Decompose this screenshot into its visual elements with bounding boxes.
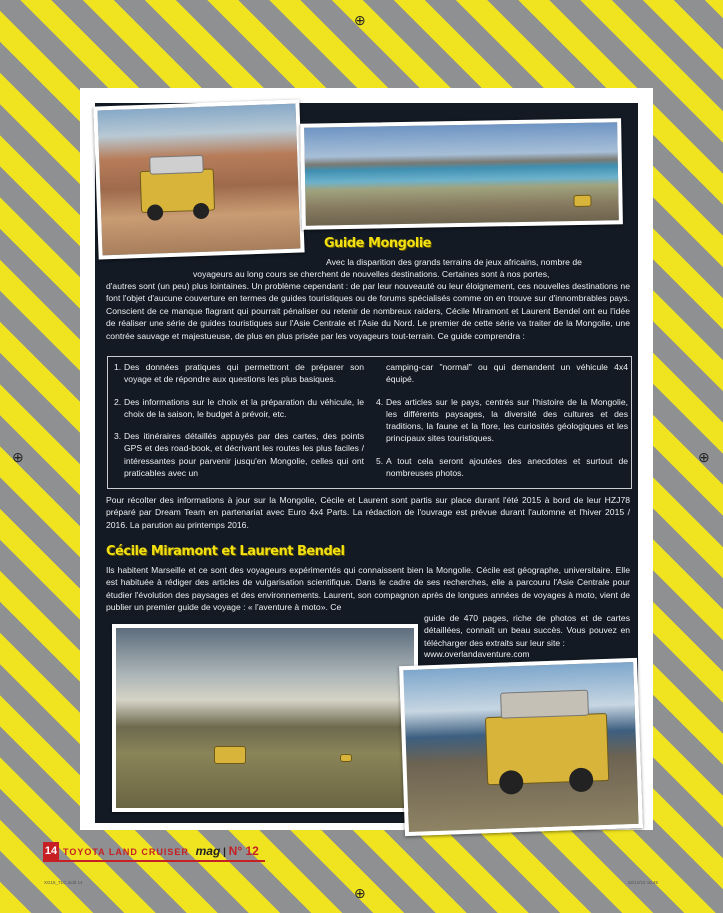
section-title-guide: Guide Mongolie [324,236,432,251]
truck-shape [340,754,352,762]
footer-rule [43,860,265,862]
wheel-shape [499,770,524,795]
list-item [376,396,628,445]
intro-line-2: voyageurs au long cours se cherchent de nouvelles destinations. Certaines sont à nos portes, [193,269,550,279]
list-item [114,430,364,479]
list-number [376,361,386,386]
list-column-left [114,361,364,489]
truck-shape [214,746,246,764]
list-item [114,361,364,386]
wheel-shape [147,204,164,221]
crosshair-icon: ⊕ [354,12,366,28]
intro-line-1: Avec la disparition des grands terrains de jeux africains, nombre de [326,257,582,267]
list-item [376,455,628,480]
list-item [376,361,628,386]
list-text: Des articles sur le pays, centrés sur l'histoire de la Mongolie, les différents paysages, la diversité des cultures et des traditions, la faune et la flore, les curiosités géologiques et les principaux sites touristiques. [386,396,628,444]
crosshair-icon: ⊕ [12,449,24,465]
list-text: camping-car "normal" ou qui demandent un véhicule 4x4 équipé. [386,362,628,385]
list-text: Des itinéraires détaillés appuyés par des cartes, des points GPS et des road-book, et décrivant les routes les plus faciles / intéressantes pour parvenir jusqu'en Mongolie, celles qui ont praticables avec un [124,431,364,479]
list-number: 2. [114,396,122,407]
list-text: A tout cela seront ajoutées des anecdotes et surtout de nombreuses photos. [386,455,628,479]
truck-shape [573,195,591,207]
list-item [114,396,364,421]
website-link[interactable]: www.overlandaventure.com [424,649,530,659]
mag-label: mag [195,844,221,858]
roof-tent-shape [149,155,204,175]
list-number: 1. [114,362,122,372]
photo-red-canyon-truck [93,99,304,259]
photo-steppe-convoy [112,624,418,812]
wheel-shape [193,203,210,220]
list-number: 5. [376,455,384,466]
crosshair-icon: ⊕ [698,449,710,465]
list-number: 3. [114,431,122,442]
magazine-name [63,844,259,858]
list-text: Des informations sur le choix et la préparation du véhicule, le choix de la saison, le budget à prévoir, etc. [124,396,364,419]
list-number: 4. [376,396,384,407]
print-slug-left: XG15_TLC.indd 14 [44,880,83,885]
crosshair-icon: ⊕ [354,885,366,901]
outro-paragraph: Pour récolter des informations à jour sur la Mongolie, Cécile et Laurent sont partis sur place durant l'été 2015 à bord de leur HZJ78 préparé par Dream Team en partenariat avec Euro 4x4 Parts. La rédaction de l'ouvrage est prévue durant l'automne et l'hiver 2015 / 2016. La parution au printemps 2016. [106,495,630,530]
print-slug-right: 02/12/15 16:45 [628,880,659,885]
list-text: Des données pratiques qui permettront de préparer son voyage et de répondre aux questions les plus basiques. [124,362,364,385]
page-number: 14 [43,842,59,860]
authors-paragraph-continued: guide de 470 pages, riche de photos et de cartes détaillées, connaît un beau succès. Vous pouvez en télécharger des extraits sur leur site : [424,613,630,648]
separator: | [223,847,229,858]
brand-label: TOYOTA LAND CRUISER [63,847,189,857]
intro-paragraph: d'autres sont (un peu) plus lointaines. Un problème cependant : de par leur nouveauté ou leur éloignement, ces nouvelles destinations ne font l'objet d'aucune couverture en termes de guides touristiques ou de forums spécialisés comme on en trouve sur d'innombrables pays. Conscient de ce manque flagrant qui pourrait pénaliser ou retenir de nombreux raiders, Cécile Miramont et Laurent Bendel ont eu l'idée de réaliser une série de guides touristiques sur l'Asie Centrale et l'Asie du Nord. Le premier de cette série va traiter de la Mongolie, une contrée sauvage et majestueuse, de plus en plus prisée par les voyageurs tout-terrain. Ce guide comprendra : [106,281,630,341]
authors-paragraph: Ils habitent Marseille et ce sont des voyageurs expérimentés qui connaissent bien la Mongolie. Cécile est géographe, universitaire. Elle est habituée à rédiger des articles de vulgarisation scientifique. Dans le cadre de ses recherches, elle a parcouru l'Asie Centrale pour étudier l'évolution des paysages et des environnements. Laurent, son compagnon après de longues années de voyages à moto, vient de publier un premier guide de voyage : « l'aventure à moto». Ce [106,565,630,613]
photo-lake-landscape [300,118,623,230]
wheel-shape [569,768,594,793]
photo-camp-truck [399,658,643,836]
contents-list-box [107,356,632,489]
list-column-right [376,361,628,489]
roof-tent-shape [500,690,589,719]
issue-number: N° 12 [228,844,259,858]
section-title-authors: Cécile Miramont et Laurent Bendel [106,544,345,559]
page-footer [43,842,265,860]
